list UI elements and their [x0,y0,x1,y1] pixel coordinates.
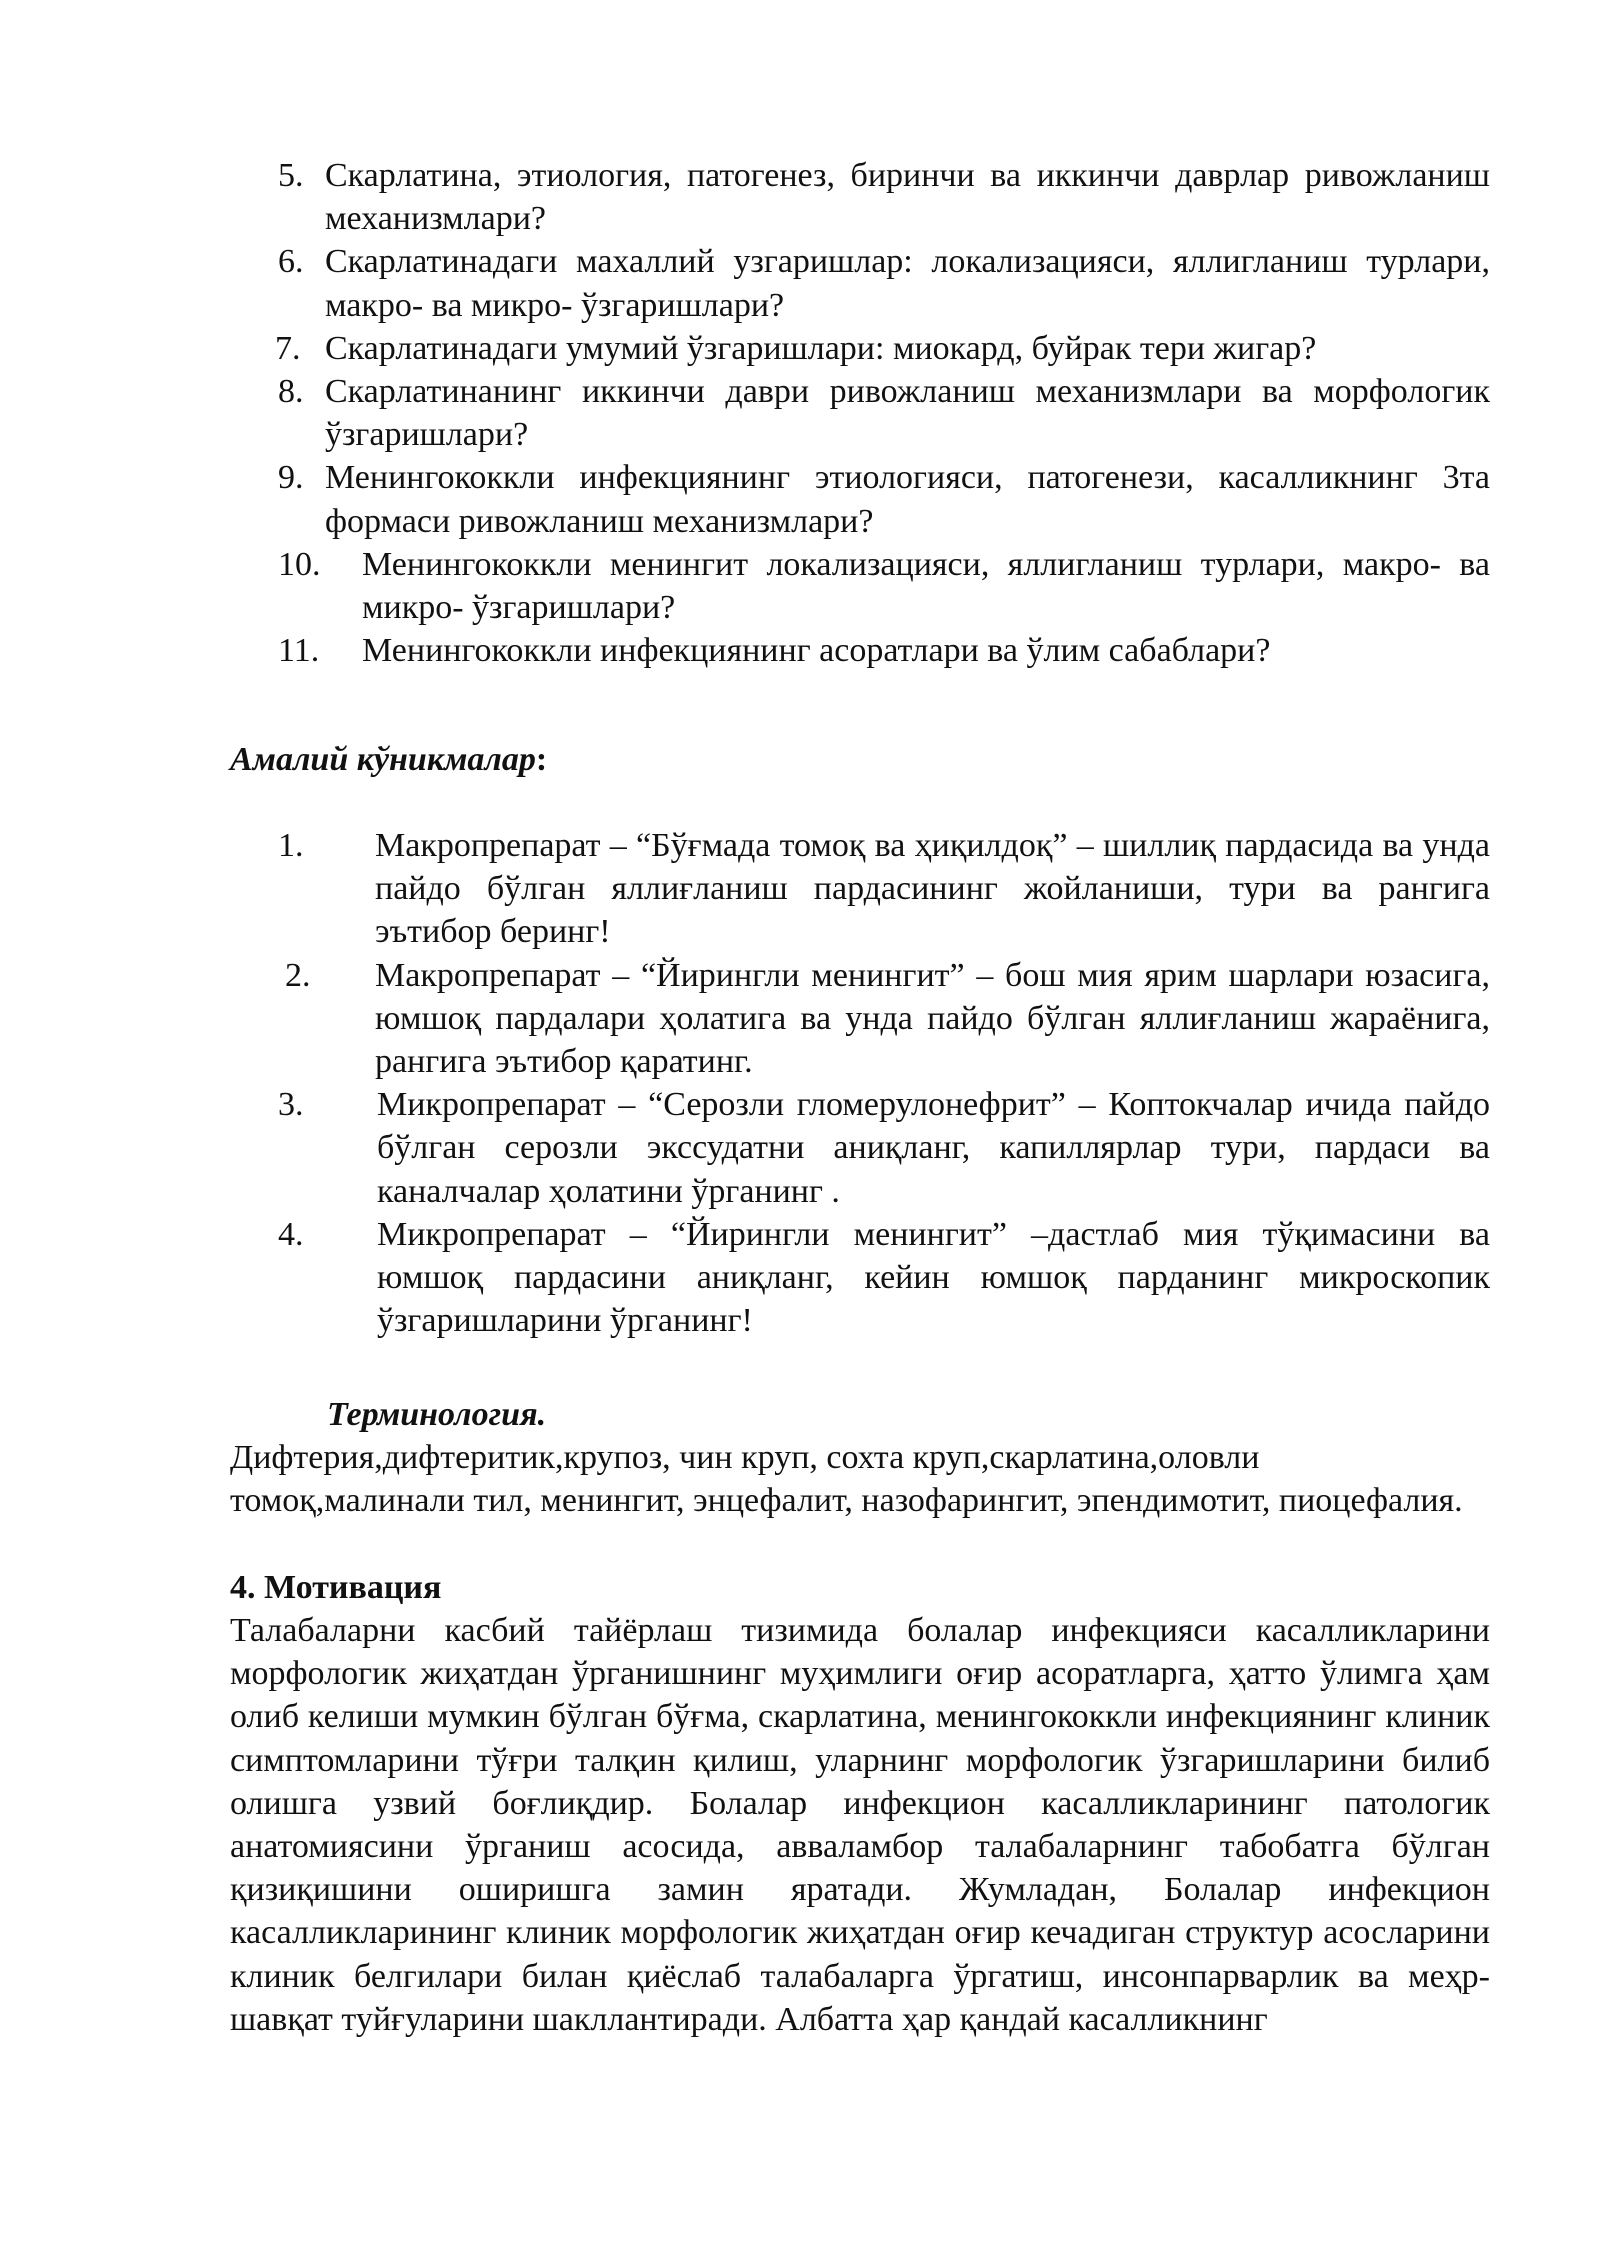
list-item-text: Макропрепарат – “Бўғмада томоқ ва ҳиқилдоқ” – шиллиқ пардасида ва унда пайдо бўлган яллиғланиш пардасининг жойланиши, тури ва рангига эътибор беринг! [375,827,1490,951]
list-item-text: Менингококкли инфекциянинг асоратлари ва ўлим сабаблари? [362,632,1271,670]
list-item [230,954,1490,1084]
list-item-text: Скарлатинадаги махаллий узгаришлар: локализацияси, яллигланиш турлари, макро- ва микро- ўзгаришлари? [325,243,1490,324]
list-item-number: 7. [275,329,301,367]
list-item [230,240,1490,326]
list-item-number: 2. [285,956,311,994]
list-item [230,327,1490,370]
list-item-number: 10. [278,545,321,583]
list-item-text: Макропрепарат – “Йирингли менингит” – бош мия ярим шарлари юзасига, юмшоқ пардалари ҳолатига ва унда пайдо бўлган яллиғланиш жараёнига, рангига эътибор қаратинг. [375,956,1490,1081]
list-item [230,824,1490,954]
skills-heading-colon: : [535,741,548,778]
list-item [230,1213,1490,1343]
questions-list [230,154,1490,672]
list-item-number: 9. [278,459,304,497]
list-item [230,456,1490,542]
list-item [230,370,1490,456]
list-item-text: Менингококкли менингит локализацияси, яллигланиш турлари, макро- ва микро- ўзгаришлари? [362,545,1490,627]
list-item-number: 11. [278,632,320,670]
terminology-text: Дифтерия,дифтеритик,крупоз, чин круп, сохта круп,скарлатина,оловли томоқ,малинали тил, менингит, энцефалит, назофарингит, эпендимотит, пиоцефалия. [230,1439,1463,1520]
section-heading-motivation: 4. Мотивация [230,1569,442,1606]
list-item-text: Скарлатинадаги умумий ўзгаришлари: миокард, буйрак тери жигар? [325,329,1317,367]
list-item-text: Менингококкли инфекциянинг этиологияси, патогенези, касалликнинг 3та формаси ривожланиш механизмлари? [325,459,1490,540]
list-item [230,1083,1490,1213]
list-item-text: Скарлатинанинг иккинчи даври ривожланиш механизмлари ва морфологик ўзгаришлари? [325,373,1490,454]
section-heading-terminology: Терминология. [327,1396,547,1433]
list-item-text: Микропрепарат – “Йирингли менингит” –дастлаб мия тўқимасини ва юмшоқ пардасини аниқланг, кейин юмшоқ парданинг микроскопик ўзгаришларини ўрганинг! [377,1215,1490,1340]
list-item-number: 5. [278,157,304,194]
list-item-number: 4. [278,1215,304,1253]
motivation-text: Талабаларни касбий тайёрлаш тизимида болалар инфекцияси касалликларини морфологик жиҳатдан ўрганишнинг муҳимлиги оғир асоратларга, ҳатто ўлимга ҳам олиб келиши мумкин бўлган бўғма, скарлатина, менингококкли инфекциянинг клиник симптомларини тўғри талқин қилиш, уларнинг морфологик ўзгаришларини билиб олишга узвий боғлиқдир. Болалар инфекцион касалликларининг патологик анатомиясини ўрганиш асосида, авваламбор талабаларнинг табобатга бўлган қизиқишини оширишга замин яратади. Жумладан, Болалар инфекцион касалликларининг клиник морфологик жиҳатдан оғир кечадиган структур асосларини клиник белгилари билан қиёслаб талабаларга ўргатиш, инсонпарварлик ва меҳр-шавқат туйғуларини шакллантиради. Албатта ҳар қандай касалликнинг [230,1612,1490,2038]
list-item [230,543,1490,629]
list-item-number: 6. [278,243,304,281]
list-item-text: Скарлатина, этиология, патогенез, биринчи ва иккинчи даврлар ривожланиш механизмлари? [325,157,1490,238]
skills-heading-text: Амалий кўникмалар [230,741,536,778]
list-item-text: Микропрепарат – “Серозли гломерулонефрит” – Коптокчалар ичида пайдо бўлган серозли экссудатни аниқланг, капиллярлар тури, пардаси ва каналчалар ҳолатини ўрганинг . [377,1086,1490,1210]
section-heading-skills [230,738,547,781]
list-item [230,629,1490,672]
list-item [230,154,1490,240]
list-item-number: 1. [278,827,304,864]
skills-list [230,824,1490,1342]
list-item-number: 8. [278,373,304,411]
list-item-number: 3. [278,1086,304,1124]
